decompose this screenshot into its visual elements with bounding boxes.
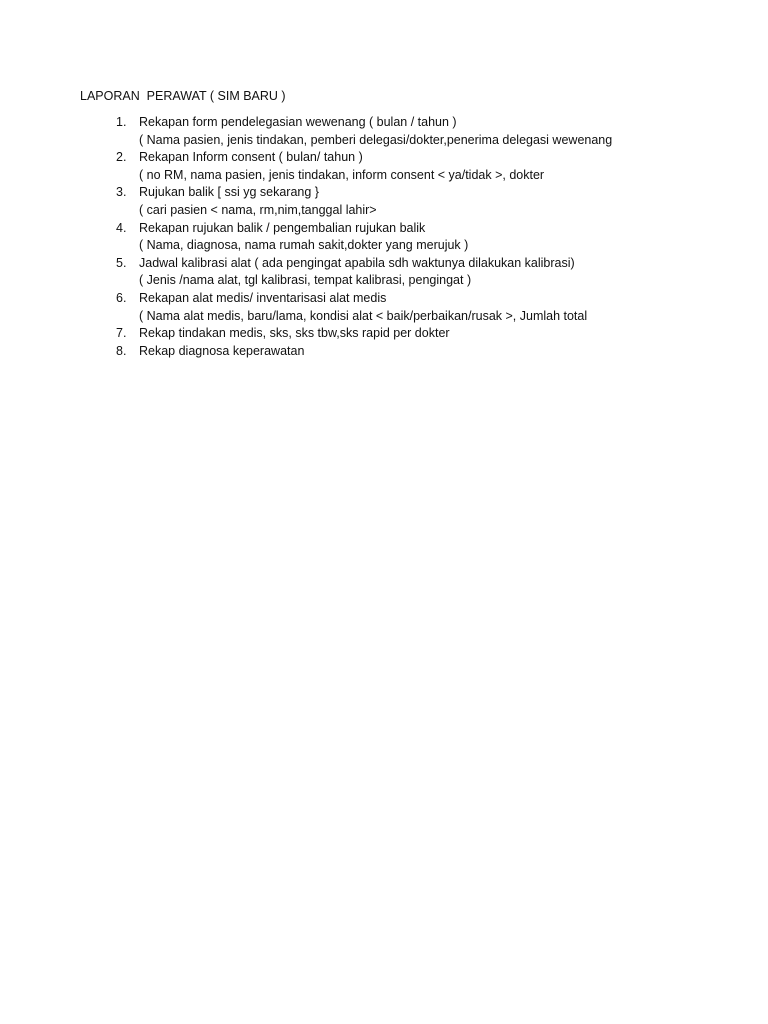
list-item <box>80 343 720 361</box>
list-item-number: 8. <box>116 343 127 358</box>
list-item-text: Rekapan alat medis/ inventarisasi alat medis <box>139 290 387 305</box>
list-item-detail: ( cari pasien < nama, rm,nim,tanggal lahir> <box>139 202 377 217</box>
list-item-text: Rekapan rujukan balik / pengembalian rujukan balik <box>139 220 426 235</box>
list-item-detail-line <box>80 132 720 150</box>
list-item-detail-line <box>80 237 720 255</box>
list-item-detail: ( Nama, diagnosa, nama rumah sakit,dokter yang merujuk ) <box>139 238 469 253</box>
list-item <box>80 149 720 184</box>
list-item-text: Rekap tindakan medis, sks, sks tbw,sks rapid per dokter <box>139 326 450 341</box>
list-item-detail: ( no RM, nama pasien, jenis tindakan, inform consent < ya/tidak >, dokter <box>139 167 545 182</box>
list-item-line <box>80 114 720 132</box>
list-item-number: 5. <box>116 255 127 270</box>
list-item-line <box>80 255 720 273</box>
list-item-number: 3. <box>116 185 127 200</box>
list-item-text: Rujukan balik [ ssi yg sekarang } <box>139 185 319 200</box>
list-item-line <box>80 343 720 361</box>
list-item-detail: ( Jenis /nama alat, tgl kalibrasi, tempat kalibrasi, pengingat ) <box>139 273 472 288</box>
list-item-detail-line <box>80 272 720 290</box>
document-title: LAPORAN PERAWAT ( SIM BARU ) <box>80 89 286 103</box>
list-item-text: Jadwal kalibrasi alat ( ada pengingat apabila sdh waktunya dilakukan kalibrasi) <box>139 255 575 270</box>
list-item-detail-line <box>80 167 720 185</box>
list-item-line <box>80 184 720 202</box>
list-item-number: 4. <box>116 220 127 235</box>
list-item <box>80 114 720 149</box>
list-item <box>80 220 720 255</box>
list-item-text: Rekap diagnosa keperawatan <box>139 343 305 358</box>
list-item-line <box>80 290 720 308</box>
list-item-number: 2. <box>116 150 127 165</box>
list-item-detail-line <box>80 202 720 220</box>
list-item-text: Rekapan Inform consent ( bulan/ tahun ) <box>139 150 363 165</box>
list-item <box>80 290 720 325</box>
list-item <box>80 325 720 343</box>
list-item-detail: ( Nama pasien, jenis tindakan, pemberi delegasi/dokter,penerima delegasi wewenang <box>139 132 613 147</box>
list-item-number: 7. <box>116 326 127 341</box>
list-item-line <box>80 325 720 343</box>
list-item-line <box>80 220 720 238</box>
list-item-number: 6. <box>116 290 127 305</box>
list-item-detail: ( Nama alat medis, baru/lama, kondisi alat < baik/perbaikan/rusak >, Jumlah total <box>139 308 588 323</box>
list-item-detail-line <box>80 308 720 326</box>
list-item-number: 1. <box>116 115 127 129</box>
list-item-text: Rekapan form pendelegasian wewenang ( bulan / tahun ) <box>139 115 457 129</box>
list-item-line <box>80 149 720 167</box>
report-list <box>80 114 720 360</box>
list-item <box>80 255 720 290</box>
list-item <box>80 184 720 219</box>
